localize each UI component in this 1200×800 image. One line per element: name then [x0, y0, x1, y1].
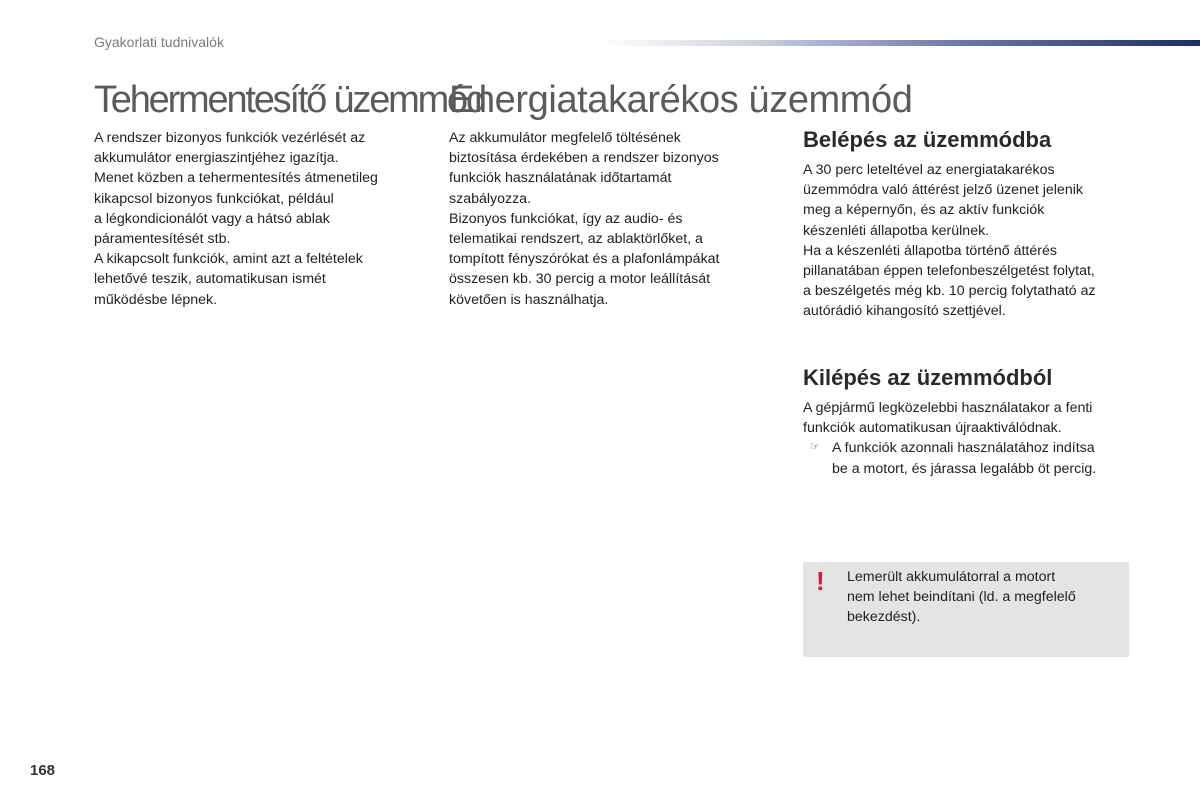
middle-column-text	[449, 128, 769, 310]
text-line: tompított fényszórókat és a plafonlámpákat	[449, 251, 720, 268]
text-line: követően is használhatja.	[449, 291, 609, 308]
text-line: lehetővé teszik, automatikusan ismét	[94, 271, 326, 288]
text-line: telematikai rendszert, az ablaktörlőket, a	[449, 231, 703, 248]
text-line: összesen kb. 30 percig a motor leállítását	[449, 271, 711, 288]
text-line: Lemerült akkumulátorral a motort	[847, 569, 1056, 585]
exit-section-text	[803, 398, 1133, 479]
title-energiatakarekos: Energiatakarékos üzemmód	[449, 79, 913, 121]
text-line: Bizonyos funkciókat, így az audio- és	[449, 210, 683, 227]
left-column-text	[94, 128, 414, 310]
text-line: meg a képernyőn, és az aktív funkciók	[803, 202, 1045, 219]
text-line: A funkciók azonnali használatához indítsa	[832, 440, 1095, 457]
text-line: nem lehet beindítani (ld. a megfelelő	[847, 589, 1076, 606]
text-line: Az akkumulátor megfelelő töltésének	[449, 130, 681, 146]
text-line: a beszélgetés még kb. 10 percig folytatható az	[803, 283, 1096, 300]
text-line: A kikapcsolt funkciók, amint azt a feltételek	[94, 251, 363, 268]
heading-belepes: Belépés az üzemmódba	[803, 127, 1052, 152]
title-tehermentesito: Tehermentesítő üzemmód	[94, 79, 485, 121]
text-line: a légkondicionálót vagy a hátsó ablak	[94, 210, 330, 227]
text-line: Ha a készenléti állapotba történő áttérés	[803, 242, 1057, 259]
text-line: be a motort, és járassa legalább öt percig.	[832, 460, 1097, 477]
text-line: A gépjármű legközelebbi használatakor a fenti	[803, 400, 1093, 416]
text-line: páramentesítését stb.	[94, 231, 231, 248]
text-line: készenléti állapotba kerülnek.	[803, 222, 990, 239]
heading-kilepes: Kilépés az üzemmódból	[803, 365, 1053, 390]
text-line: Menet közben a tehermentesítés átmenetileg	[94, 170, 378, 187]
text-line: A 30 perc leteltével az energiatakarékos	[803, 162, 1055, 178]
section-label: Gyakorlati tudnivalók	[94, 34, 224, 50]
text-line: kikapcsol bizonyos funkciókat, például	[94, 190, 334, 207]
text-line: funkciók használatának időtartamát	[449, 170, 672, 187]
warning-exclamation-icon: !	[816, 566, 825, 596]
header-gradient-bar	[600, 40, 1200, 46]
text-line: A rendszer bizonyos funkciók vezérlését az	[94, 130, 366, 146]
enter-section-text	[803, 160, 1133, 322]
text-line: funkciók automatikusan újraaktiválódnak.	[803, 420, 1062, 437]
text-line: biztosítása érdekében a rendszer bizonyos	[449, 150, 719, 167]
pointing-hand-icon: ☞	[810, 441, 820, 454]
text-line: működésbe lépnek.	[94, 291, 218, 308]
page-number: 168	[30, 762, 56, 779]
text-line: akkumulátor energiaszintjéhez igazítja.	[94, 150, 339, 167]
bullet-item	[803, 438, 1133, 478]
warning-text	[847, 567, 1117, 628]
text-line: bekezdést).	[847, 609, 921, 626]
text-line: pillanatában éppen telefonbeszélgetést folytat,	[803, 263, 1095, 280]
text-line: üzemmódra való áttérést jelző üzenet jelenik	[803, 182, 1083, 199]
text-line: autórádió kihangosító szettjével.	[803, 303, 1006, 320]
text-line: szabályozza.	[449, 190, 532, 207]
warning-box	[803, 562, 1129, 657]
